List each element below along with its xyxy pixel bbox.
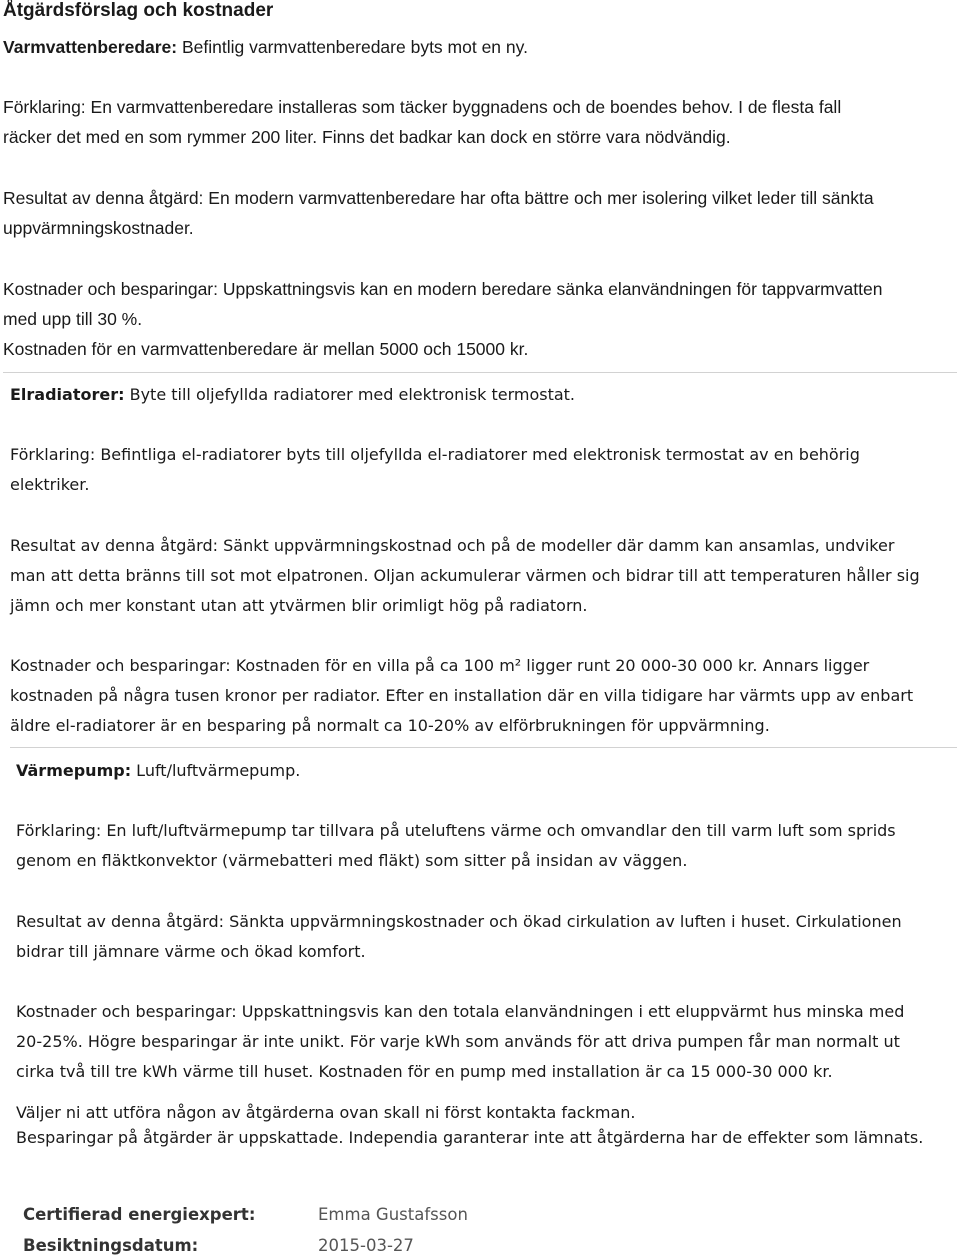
elradiatorer-heading	[10, 385, 575, 404]
section-divider	[3, 372, 957, 373]
note-savings-disclaimer: Besparingar på åtgärder är uppskattade. Independia garanterar inte att åtgärderna har de effekter som lämnats.	[16, 1128, 924, 1147]
elradiatorer-text: Byte till oljefyllda radiatorer med elektronisk termostat.	[124, 385, 576, 404]
varmvatten-resultat-line-2: uppvärmningskostnader.	[3, 218, 194, 238]
varmepump-forklaring-line-2: genom en fläktkonvektor (värmebatteri med fläkt) som sitter på insidan av väggen.	[16, 851, 688, 870]
inspection-date-label: Besiktningsdatum:	[23, 1236, 199, 1255]
varmepump-kostnader-line-1: Kostnader och besparingar: Uppskattningsvis kan den totala elanvändningen i ett eluppvärmt hus minska med	[16, 1002, 905, 1021]
elradiatorer-resultat-line-2: man att detta bränns till sot mot elpatronen. Oljan ackumulerar värmen och bidrar till att temperaturen håller sig	[10, 566, 920, 585]
varmepump-heading	[16, 761, 300, 780]
varmepump-kostnader-line-2: 20-25%. Högre besparingar är inte unikt. För varje kWh som används för att driva pumpen får man normalt ut	[16, 1032, 900, 1051]
varmepump-resultat-line-2: bidrar till jämnare värme och ökad komfort.	[16, 942, 366, 961]
elradiatorer-resultat-line-1: Resultat av denna åtgärd: Sänkt uppvärmningskostnad och på de modeller där damm kan ansamlas, undviker	[10, 536, 895, 555]
section-divider	[10, 747, 957, 748]
varmvatten-kostnader-line-1: Kostnader och besparingar: Uppskattningsvis kan en modern beredare sänka elanvändningen för tappvarmvatten	[3, 279, 883, 299]
varmvatten-forklaring-line-1: Förklaring: En varmvattenberedare installeras som täcker byggnadens och de boendes behov. I de flesta fall	[3, 97, 842, 117]
note-contact-professional: Väljer ni att utföra någon av åtgärderna ovan skall ni först kontakta fackman.	[16, 1103, 636, 1122]
expert-label: Certifierad energiexpert:	[23, 1205, 256, 1224]
elradiatorer-kostnader-line-3: äldre el-radiatorer är en besparing på normalt ca 10-20% av elförbrukningen för uppvärmning.	[10, 716, 770, 735]
varmepump-label: Värmepump:	[16, 761, 132, 780]
elradiatorer-kostnader-line-1: Kostnader och besparingar: Kostnaden för en villa på ca 100 m² ligger runt 20 000-30 000 kr. Annars ligger	[10, 656, 870, 675]
expert-value: Emma Gustafsson	[318, 1205, 468, 1224]
varmepump-resultat-line-1: Resultat av denna åtgärd: Sänkta uppvärmningskostnader och ökad cirkulation av luften i huset. Cirkulationen	[16, 912, 902, 931]
varmvatten-forklaring-line-2: räcker det med en som rymmer 200 liter. Finns det badkar kan dock en större vara nödvändig.	[3, 127, 731, 147]
varmepump-forklaring-line-1: Förklaring: En luft/luftvärmepump tar tillvara på uteluftens värme och omvandlar den till varm luft som sprids	[16, 821, 896, 840]
page-title: Åtgärdsförslag och kostnader	[3, 0, 274, 21]
varmvatten-text: Befintlig varmvattenberedare byts mot en ny.	[177, 37, 528, 57]
elradiatorer-label: Elradiatorer:	[10, 385, 125, 404]
varmepump-kostnader-line-3: cirka två till tre kWh värme till huset. Kostnaden för en pump med installation är ca 15 000-30 000 kr.	[16, 1062, 833, 1081]
varmepump-text: Luft/luftvärmepump.	[131, 761, 301, 780]
varmvatten-kostnader-line-3: Kostnaden för en varmvattenberedare är mellan 5000 och 15000 kr.	[3, 339, 529, 359]
elradiatorer-forklaring-line-1: Förklaring: Befintliga el-radiatorer byts till oljefyllda el-radiatorer med elektronisk termostat av en behörig	[10, 445, 860, 464]
elradiatorer-resultat-line-3: jämn och mer konstant utan att ytvärmen blir orimligt hög på radiatorn.	[10, 596, 588, 615]
elradiatorer-forklaring-line-2: elektriker.	[10, 475, 90, 494]
inspection-date-value: 2015-03-27	[318, 1236, 414, 1255]
elradiatorer-kostnader-line-2: kostnaden på några tusen kronor per radiator. Efter en installation där en villa tidigare har värmts upp av enbart	[10, 686, 914, 705]
varmvatten-heading	[3, 37, 528, 58]
varmvatten-kostnader-line-2: med upp till 30 %.	[3, 309, 143, 329]
varmvatten-label: Varmvattenberedare:	[3, 37, 178, 57]
varmvatten-resultat-line-1: Resultat av denna åtgärd: En modern varmvattenberedare har ofta bättre och mer isolering vilket leder till sänkta	[3, 188, 874, 208]
